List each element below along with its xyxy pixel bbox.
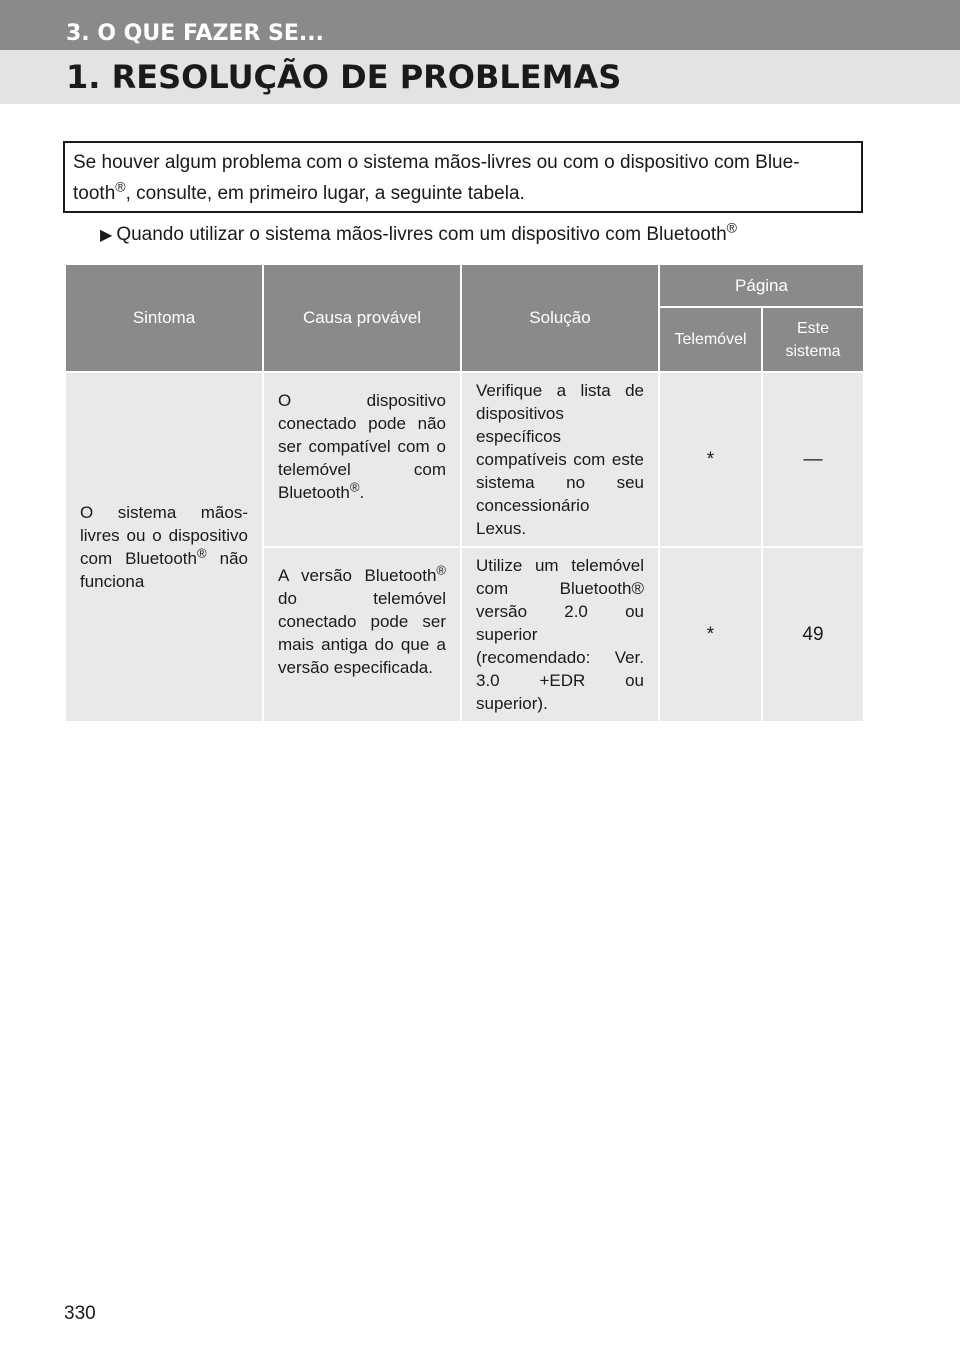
registered-mark: ® bbox=[197, 545, 207, 561]
page-system-cell: — bbox=[762, 372, 864, 547]
triangle-bullet-icon: ▶ bbox=[100, 227, 113, 244]
header-solution: Solução bbox=[461, 264, 659, 372]
solution-cell: Verifique a lista de dispositivos específicos compatíveis com este sistema no seu concessionário Lexus. bbox=[461, 372, 659, 547]
intro-text-line1: Se houver algum problema com o sistema mãos-livres ou com o dispositivo com Blue- bbox=[73, 152, 800, 173]
symptom-cell: O sistema mãos-livres ou o dispositivo com Bluetooth® não funciona bbox=[65, 372, 263, 722]
page-phone-cell: * bbox=[659, 547, 762, 722]
cause-cell: O dispositivo conectado pode não ser compatível com o telemóvel com Bluetooth®. bbox=[263, 372, 461, 547]
subheading bbox=[100, 220, 860, 251]
page-number: 330 bbox=[64, 1303, 96, 1324]
page-phone-cell: * bbox=[659, 372, 762, 547]
registered-mark: ® bbox=[726, 219, 737, 236]
page-system-cell: 49 bbox=[762, 547, 864, 722]
troubleshooting-table bbox=[64, 263, 865, 723]
intro-text-line2-a: tooth bbox=[73, 183, 116, 204]
chapter-title: 1. RESOLUÇÃO DE PROBLEMAS bbox=[0, 50, 960, 104]
header-symptom: Sintoma bbox=[65, 264, 263, 372]
cause-cell: A versão Bluetooth® do telemóvel conectado pode ser mais antiga do que a versão especificada. bbox=[263, 547, 461, 722]
intro-box bbox=[63, 141, 863, 213]
registered-mark: ® bbox=[436, 562, 446, 578]
header-phone: Telemóvel bbox=[659, 307, 762, 372]
header-cause: Causa provável bbox=[263, 264, 461, 372]
header-page: Página bbox=[659, 264, 864, 307]
section-title: 3. O QUE FAZER SE... bbox=[0, 0, 960, 50]
header-system: Este sistema bbox=[762, 307, 864, 372]
registered-mark: ® bbox=[349, 479, 360, 495]
intro-text-line2-b: , consulte, em primeiro lugar, a seguinte tabela. bbox=[125, 183, 525, 204]
registered-mark: ® bbox=[115, 178, 126, 195]
subheading-text: Quando utilizar o sistema mãos-livres com um dispositivo com Bluetooth bbox=[116, 224, 727, 245]
solution-cell: Utilize um telemóvel com Bluetooth® versão 2.0 ou superior (recomendado: Ver. 3.0 +EDR ou superior). bbox=[461, 547, 659, 722]
